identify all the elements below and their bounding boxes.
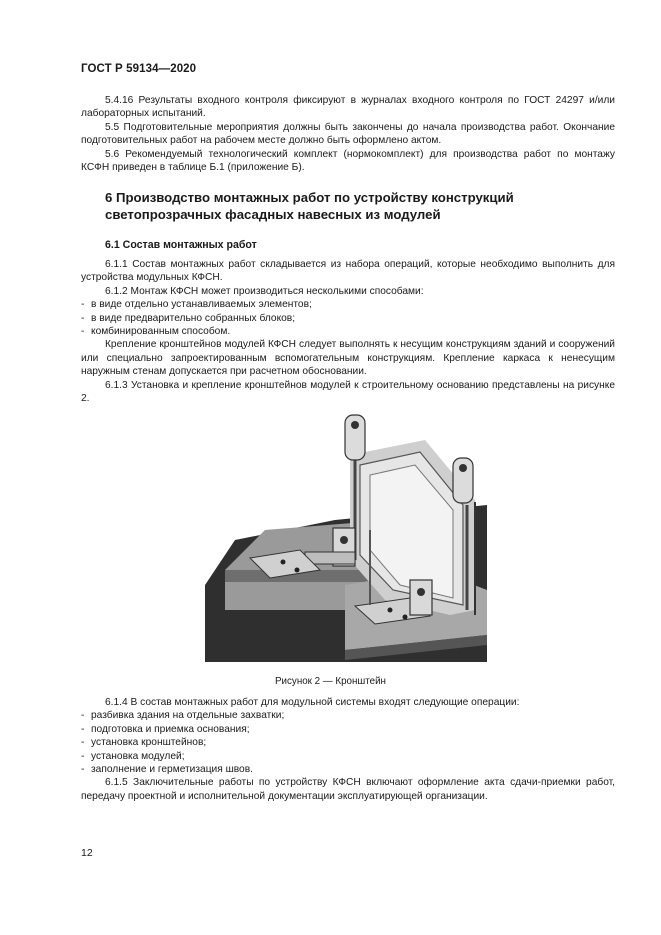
list-item: - установка кронштейнов; [81, 737, 207, 749]
subsection-6-1-title: 6.1 Состав монтажных работ [105, 239, 257, 251]
list-item: - установка модулей; [81, 750, 185, 762]
section-6-title: 6 Производство монтажных работ по устройству конструкций светопрозрачных фасадных навесных из модулей [105, 190, 514, 222]
document-header: ГОСТ Р 59134—2020 [81, 63, 197, 75]
paragraph-6-1-5: 6.1.5 Заключительные работы по устройству КФСН включают оформление акта сдачи-приемки работ, передачу проектной и исполнительной документации эксплуатирующей организации. [81, 777, 615, 802]
figure-caption: Рисунок 2 — Кронштейн [275, 676, 386, 687]
page-number: 12 [81, 847, 93, 859]
list-item: - комбинированным способом. [81, 326, 231, 338]
paragraph-mounting: Крепление кронштейнов модулей КФСН следует выполнять к несущим конструкциям зданий и сооружений или специально запроектированным вспомогательным конструкциям. Крепление каркаса к ненесущим наружным стенам допускается при расчетном обосновании. [81, 339, 615, 378]
figure-bracket [205, 410, 487, 662]
section-6-1-cont-block [81, 696, 615, 803]
bracket-illustration [205, 410, 487, 662]
section-6-1-block [81, 258, 615, 405]
paragraph-6-1-3: 6.1.3 Установка и крепление кронштейнов модулей к строительному основанию представлены на рисунке 2. [81, 379, 615, 405]
paragraph-6-1-2: 6.1.2 Монтаж КФСН может производиться несколькими способами: [105, 285, 424, 297]
list-item: - в виде отдельно устанавливаемых элементов; [81, 299, 312, 311]
paragraph-6-1-1: 6.1.1 Состав монтажных работ складывается из набора операций, которые необходимо выполнить для устройства модульных КФСН. [81, 259, 615, 284]
paragraph-5-6: 5.6 Рекомендуемый технологический комплект (нормокомплект) для производства работ по монтажу КСФН приведен в таблице Б.1 (приложение Б). [81, 148, 615, 174]
list-item: - в виде предварительно собранных блоков; [81, 312, 296, 324]
paragraph-5-4-16: 5.4.16 Результаты входного контроля фиксируют в журналах входного контроля по ГОСТ 24297 и/или лабораторных испытаний. [81, 95, 615, 120]
intro-block [81, 94, 615, 174]
list-item: - разбивка здания на отдельные захватки; [81, 710, 285, 722]
paragraph-6-1-4: 6.1.4 В состав монтажных работ для модульной системы входят следующие операции: [105, 697, 520, 708]
list-item: - заполнение и герметизация швов. [81, 764, 253, 776]
list-item: - подготовка и приемка основания; [81, 723, 250, 735]
paragraph-5-5: 5.5 Подготовительные мероприятия должны быть закончены до начала производства работ. Окончание подготовительных работ на рабочем месте должно быть оформлено актом. [81, 121, 615, 147]
